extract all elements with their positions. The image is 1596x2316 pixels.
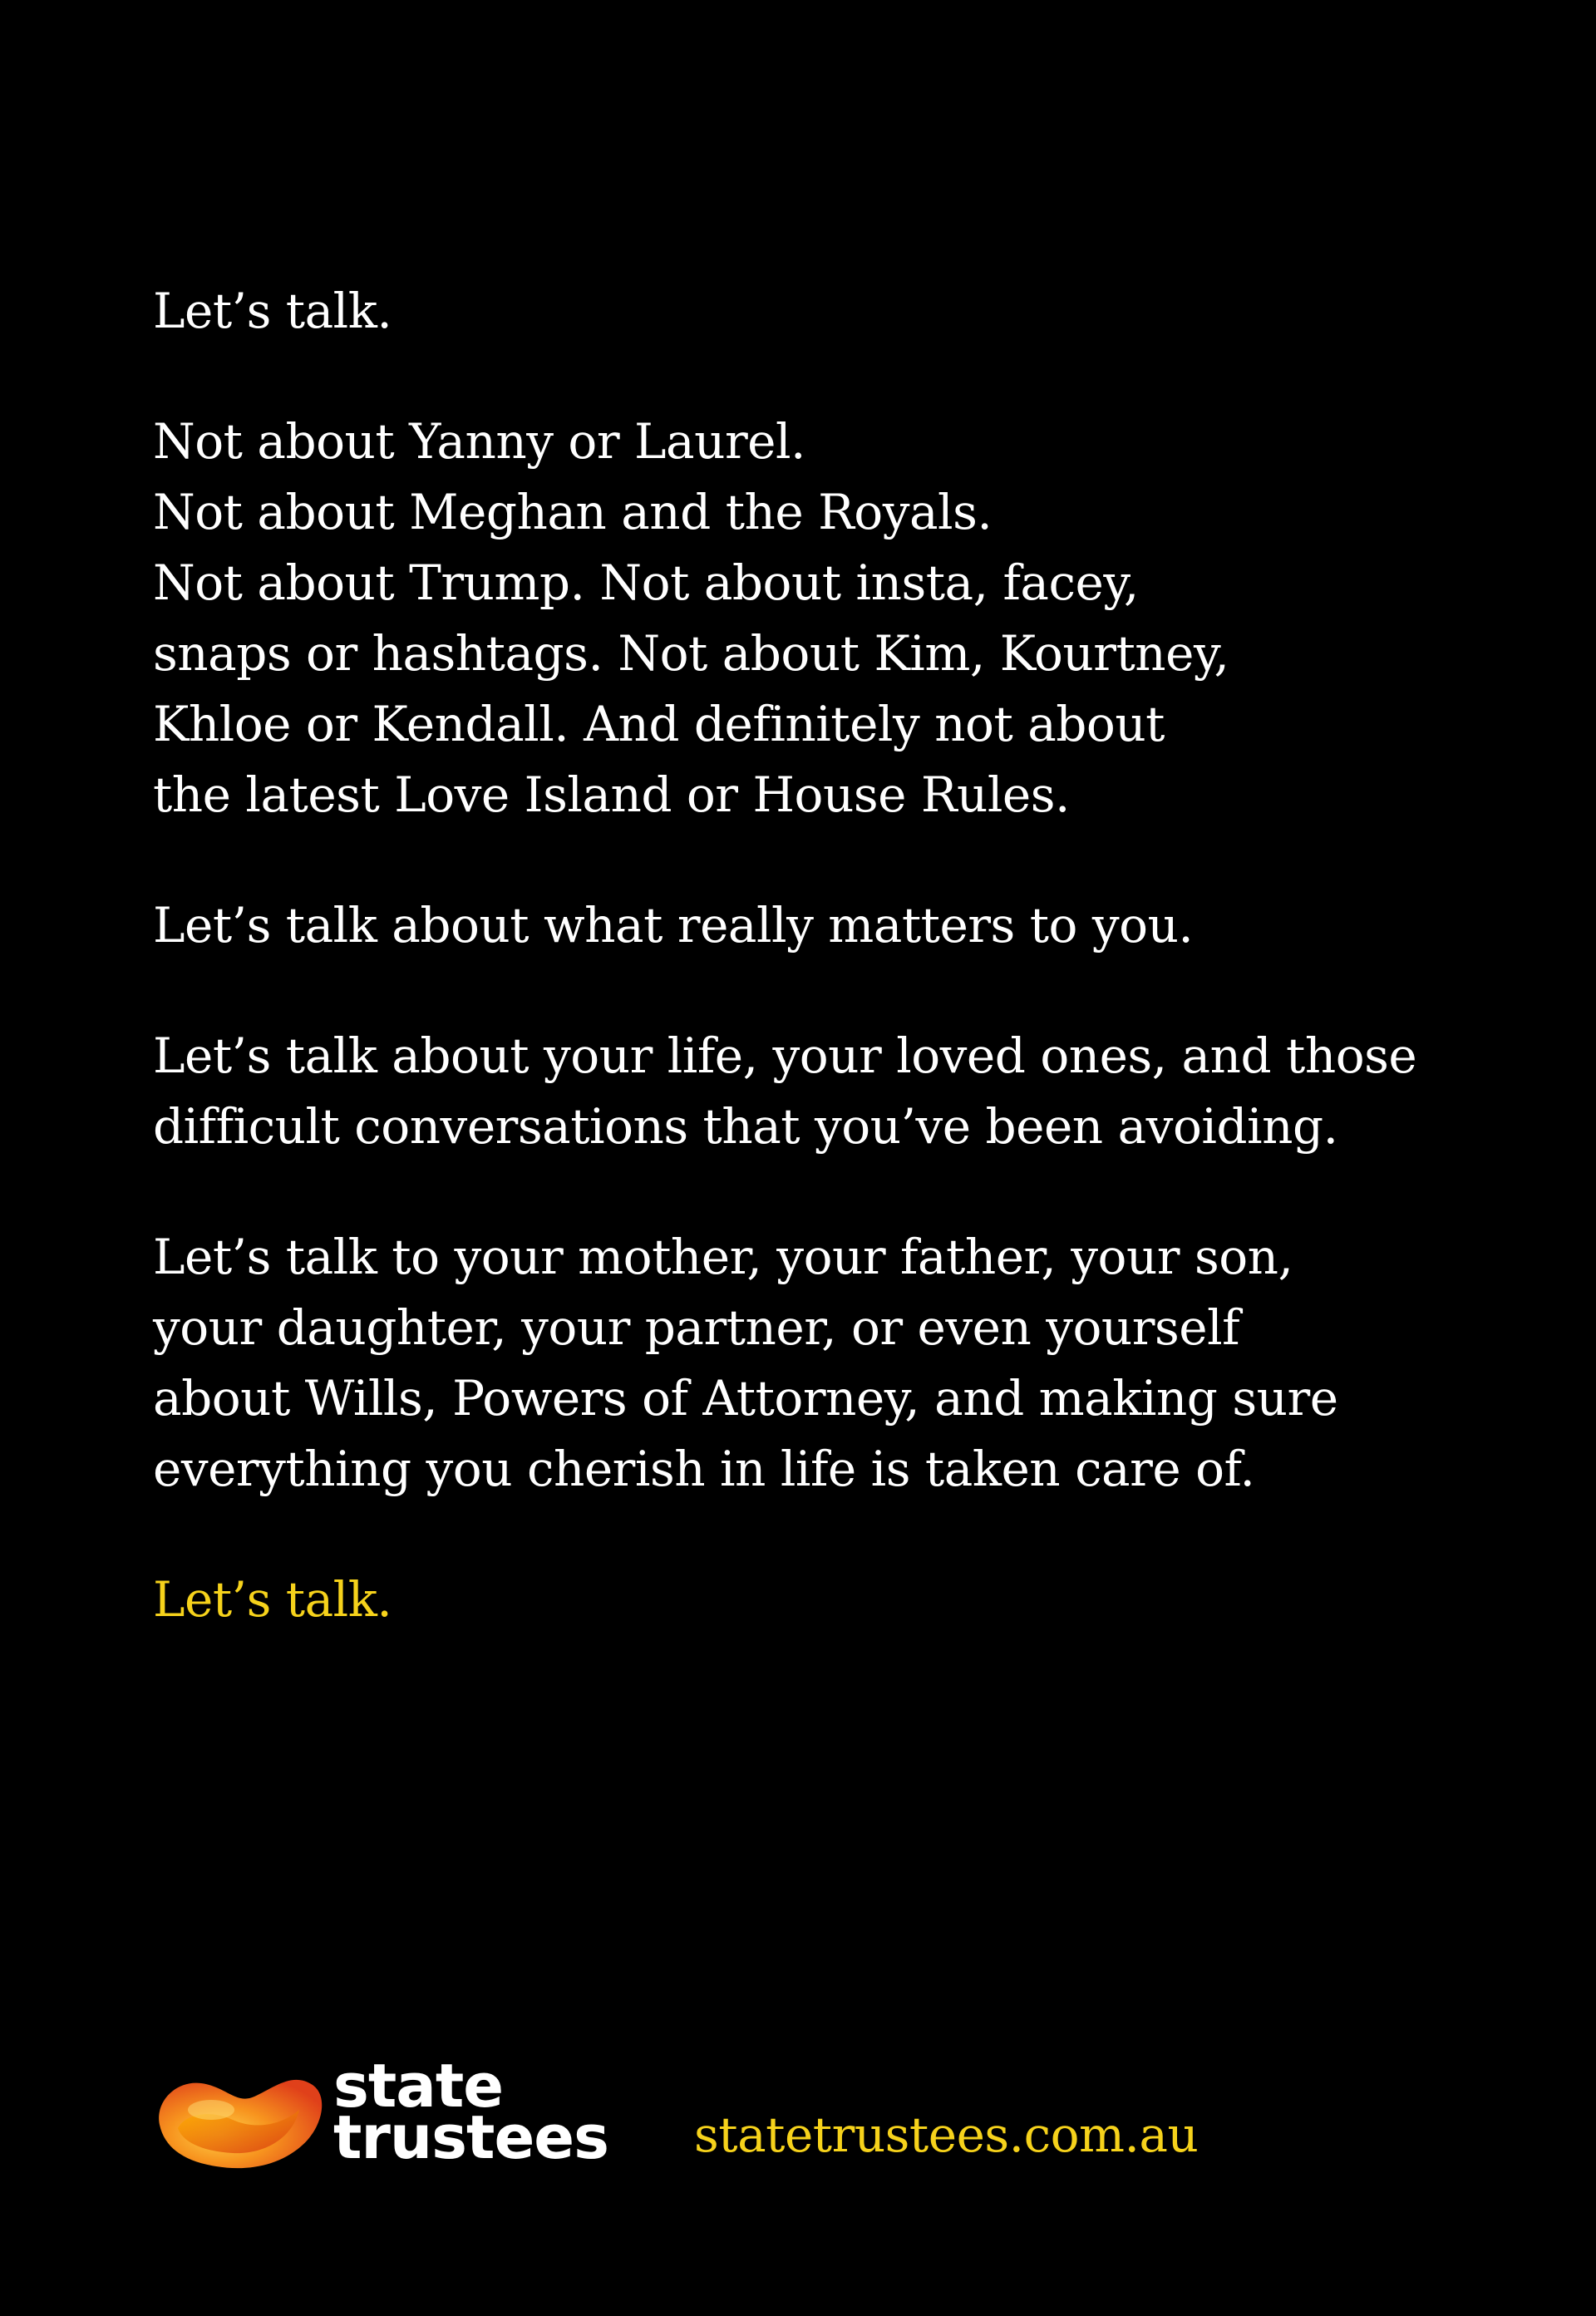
life-line: Let’s talk about your life, your loved ones, and those (153, 1027, 1417, 1084)
family-line: your daughter, your partner, or even yourself (153, 1299, 1240, 1356)
opening-text: Let’s talk. (153, 283, 392, 339)
ad-copy (153, 276, 1450, 1695)
not-about-line: Not about Yanny or Laurel. (153, 413, 805, 470)
what-matters-paragraph (153, 890, 1450, 961)
wordmark-line-1: state (333, 2051, 504, 2121)
state-trustees-swirl-logo-icon (153, 2067, 324, 2173)
not-about-line: Not about Meghan and the Royals. (153, 484, 993, 540)
footer (153, 2051, 1450, 2193)
wordmark-line-2: trustees (333, 2102, 608, 2172)
not-about-line: the latest Love Island or House Rules. (153, 766, 1070, 823)
life-paragraph (153, 1021, 1450, 1162)
state-trustees-wordmark (333, 2051, 608, 2172)
closing-text: Let’s talk. (153, 1571, 392, 1628)
not-about-paragraph (153, 407, 1450, 830)
not-about-line: snaps or hashtags. Not about Kim, Kourtney, (153, 625, 1229, 682)
what-matters-text: Let’s talk about what really matters to you. (153, 897, 1194, 954)
not-about-line: Khloe or Kendall. And definitely not about (153, 696, 1165, 752)
family-line: everything you cherish in life is taken care of. (153, 1441, 1255, 1497)
family-paragraph (153, 1222, 1450, 1505)
website-url: statetrustees.com.au (694, 2107, 1199, 2163)
closing-line (153, 1565, 1450, 1635)
not-about-line: Not about Trump. Not about insta, facey, (153, 554, 1139, 611)
opening-line (153, 276, 1450, 347)
family-line: about Wills, Powers of Attorney, and making sure (153, 1370, 1338, 1427)
life-line: difficult conversations that you’ve been avoiding. (153, 1098, 1338, 1155)
family-line: Let’s talk to your mother, your father, your son, (153, 1229, 1293, 1285)
